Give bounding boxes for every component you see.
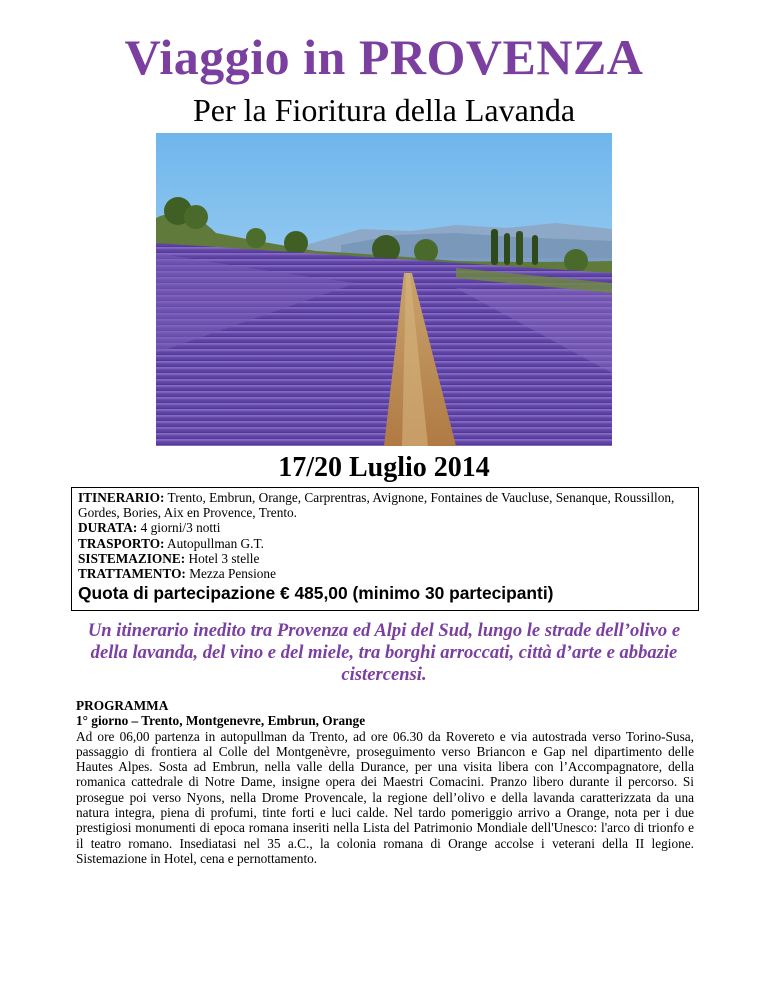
detail-durata: DURATA: 4 giorni/3 notti: [78, 520, 221, 536]
day1-text: Ad ore 06,00 partenza in autopullman da Trento, ad ore 06.30 da Rovereto e via autostrada verso Torino-Susa, passaggio di frontiera al Colle del Montgenèvre, proseguimento verso Briancon e Gap nel dipartimento delle Hautes Alpes. Sosta ad Embrun, nella valle della Durance, per una visita libera con l’Accompagnatore, della romanica cattedrale di Notre Dame, insigne opera dei Maestri Comacini. Pranzo libero durante il percorso. Si prosegue poi verso Nyons, nella Drome Provencale, la regione dell’olivo e della lavanda caratterizzata da una natura integra, piena di profumi, tinte forti e luci calde. Nel tardo pomeriggio arrivo a Orange, nota per i due prestigiosi monumenti di epoca romana inseriti nella Lista del Patrimonio Mondiale dell'Unesco: l'arco di trionfo e il teatro romano. Insediatasi nel 35 a.C., la colonia romana di Orange accolse i veterani della II legione. Sistemazione in Hotel, cena e pernottamento.: [76, 728, 694, 866]
trip-details-box: [71, 487, 699, 611]
price-quota: Quota di partecipazione € 485,00 (minimo 30 partecipanti): [78, 583, 554, 604]
day1-title: 1° giorno – Trento, Montgenevre, Embrun, Orange: [76, 713, 366, 729]
program-heading: PROGRAMMA: [76, 698, 169, 713]
program-section: [76, 698, 694, 866]
detail-itinerario: ITINERARIO: Trento, Embrun, Orange, Carprentras, Avignone, Fontaines de Vaucluse, Senanque, Roussillon, Gordes, Bories, Aix en Provence, Trento.: [78, 490, 675, 521]
detail-sistemazione: SISTEMAZIONE: Hotel 3 stelle: [78, 550, 260, 566]
page-subtitle: Per la Fioritura della Lavanda: [192, 92, 576, 128]
lavender-field-photo: [156, 133, 612, 446]
detail-trattamento: TRATTAMENTO: Mezza Pensione: [78, 566, 276, 582]
page-title: Viaggio in PROVENZA: [124, 29, 644, 85]
trip-dates: 17/20 Luglio 2014: [278, 452, 490, 483]
detail-trasporto: TRASPORTO: Autopullman G.T.: [78, 535, 264, 551]
intro-tagline: Un itinerario inedito tra Provenza ed Alpi del Sud, lungo le strade dell’olivo e della lavanda, del vino e del miele, tra borghi arroccati, città d’arte e abbazie cistercensi.: [87, 620, 681, 685]
